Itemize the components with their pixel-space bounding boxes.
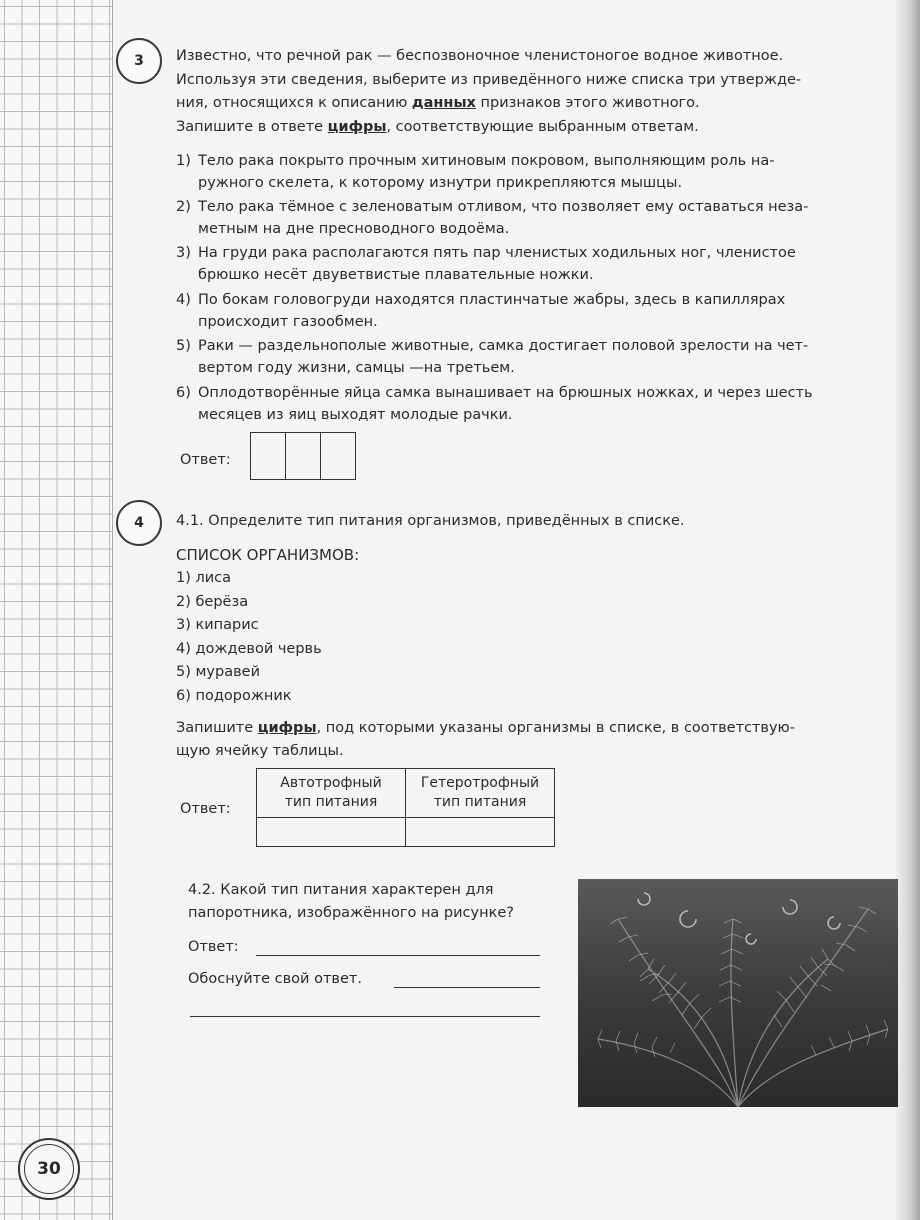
option-text: На груди рака располагаются пять пар членистых ходильных ног, членистое [198, 245, 796, 261]
option-number: 2) [176, 199, 191, 215]
organism-item: 2) берёза [176, 593, 249, 610]
q3-intro-line2: Используя эти сведения, выберите из приведённого ниже списка три утвержде- [176, 72, 802, 88]
answer-cell-2[interactable] [286, 433, 321, 479]
q4-task-4-2-line1: 4.2. Какой тип питания характерен для [188, 882, 494, 898]
option-text: месяцев из яиц выходят молодые рачки. [198, 407, 513, 423]
option-text: ружного скелета, к которому изнутри прикрепляются мышцы. [198, 175, 683, 191]
q4-task-4-2-line2: папоротника, изображённого на рисунке? [188, 905, 514, 921]
q3-option-2 [176, 196, 901, 240]
option-text: По бокам головогруди находятся пластинчатые жабры, здесь в капиллярах [198, 292, 786, 308]
heterotrophic-answer-cell[interactable] [406, 818, 555, 847]
justify-label: Обоснуйте свой ответ. [188, 971, 362, 987]
autotrophic-header [257, 769, 406, 818]
q3-option-5 [176, 335, 901, 379]
option-text: Тело рака покрыто прочным хитиновым покровом, выполняющим роль на- [198, 153, 775, 169]
q3-instruction-text: Запишите в ответе [176, 119, 328, 135]
q3-option-1 [176, 150, 901, 194]
option-number: 4) [176, 292, 191, 308]
header-text: Автотрофный [280, 775, 382, 791]
answer-cell-1[interactable] [251, 433, 286, 479]
option-text: брюшко несёт двуветвистые плавательные ножки. [198, 267, 594, 283]
q3-emphasis-digits: цифры [327, 119, 387, 135]
nutrition-type-table [256, 768, 555, 847]
organism-item: 3) кипарис [176, 617, 259, 633]
organism-item: 5) муравей [176, 664, 260, 680]
option-number: 5) [176, 338, 191, 354]
q3-option-4 [176, 289, 901, 333]
q3-option-3 [176, 242, 901, 286]
option-text: вертом году жизни, самцы —на третьем. [198, 360, 515, 376]
q4-instruction-line1 [176, 718, 795, 740]
option-text: Оплодотворённые яйца самка вынашивает на брюшных ножках, и через шесть [198, 385, 813, 401]
option-text: Раки — раздельнополые животные, самка достигает половой зрелости на чет- [198, 338, 809, 354]
q3-answer-label: Ответ: [180, 452, 231, 468]
heterotrophic-header [406, 769, 555, 818]
question-number-4 [116, 500, 162, 546]
justify-answer-line-2[interactable] [190, 1016, 540, 1017]
answer-cell-3[interactable] [321, 433, 355, 479]
q4-instruction-text: , под которыми указаны организмы в списке, в соответствую- [316, 720, 795, 736]
question-number-3 [116, 38, 162, 84]
organism-item: 1) лиса [176, 570, 232, 586]
organism-item: 6) подорожник [176, 687, 292, 704]
organism-list [176, 567, 322, 708]
justify-answer-line-1[interactable] [394, 987, 540, 988]
q3-intro-text: ния, относящихся к описанию [176, 95, 412, 111]
organism-list-title: СПИСОК ОРГАНИЗМОВ: [176, 546, 360, 564]
q3-intro-line3 [176, 93, 700, 115]
q3-option-6 [176, 382, 901, 426]
graph-paper-margin [0, 0, 113, 1220]
autotrophic-answer-cell[interactable] [257, 818, 406, 847]
q4-task-4-1: 4.1. Определите тип питания организмов, приведённых в списке. [176, 513, 685, 529]
q4-2-answer-line[interactable] [256, 955, 540, 956]
organism-item: 4) дождевой червь [176, 640, 322, 657]
page-number-badge [18, 1138, 80, 1200]
page-number: 30 [37, 1159, 61, 1179]
q4-2-answer-label: Ответ: [188, 939, 239, 955]
option-number: 3) [176, 245, 191, 261]
option-text: происходит газообмен. [198, 314, 378, 330]
question-number-text: 3 [134, 53, 144, 69]
q4-instruction-line2: щую ячейку таблицы. [176, 743, 344, 759]
q4-instruction-text: Запишите [176, 720, 258, 736]
q4-answer-label: Ответ: [180, 801, 231, 817]
header-text: тип питания [284, 794, 378, 810]
question-number-text: 4 [134, 515, 144, 531]
option-text: Тело рака тёмное с зеленоватым отливом, что позволяет ему оставаться неза- [198, 199, 809, 215]
option-number: 6) [176, 385, 191, 401]
q3-emphasis-data: данных [411, 95, 476, 111]
q3-instruction [176, 117, 699, 139]
option-number: 1) [176, 153, 191, 169]
header-text: тип питания [433, 794, 527, 810]
option-text: метным на дне пресноводного водоёма. [198, 221, 510, 237]
q3-answer-cells [250, 432, 356, 480]
header-text: Гетеротрофный [420, 775, 540, 791]
q3-intro-text: признаков этого животного. [475, 95, 700, 111]
page-number-inner [24, 1144, 74, 1194]
q3-intro-line1: Известно, что речной рак — беспозвоночное членистоногое водное животное. [176, 48, 784, 64]
fern-photo [578, 879, 898, 1107]
q3-instruction-text: , соответствующие выбранным ответам. [386, 119, 699, 135]
q4-emphasis-digits: цифры [257, 720, 317, 736]
